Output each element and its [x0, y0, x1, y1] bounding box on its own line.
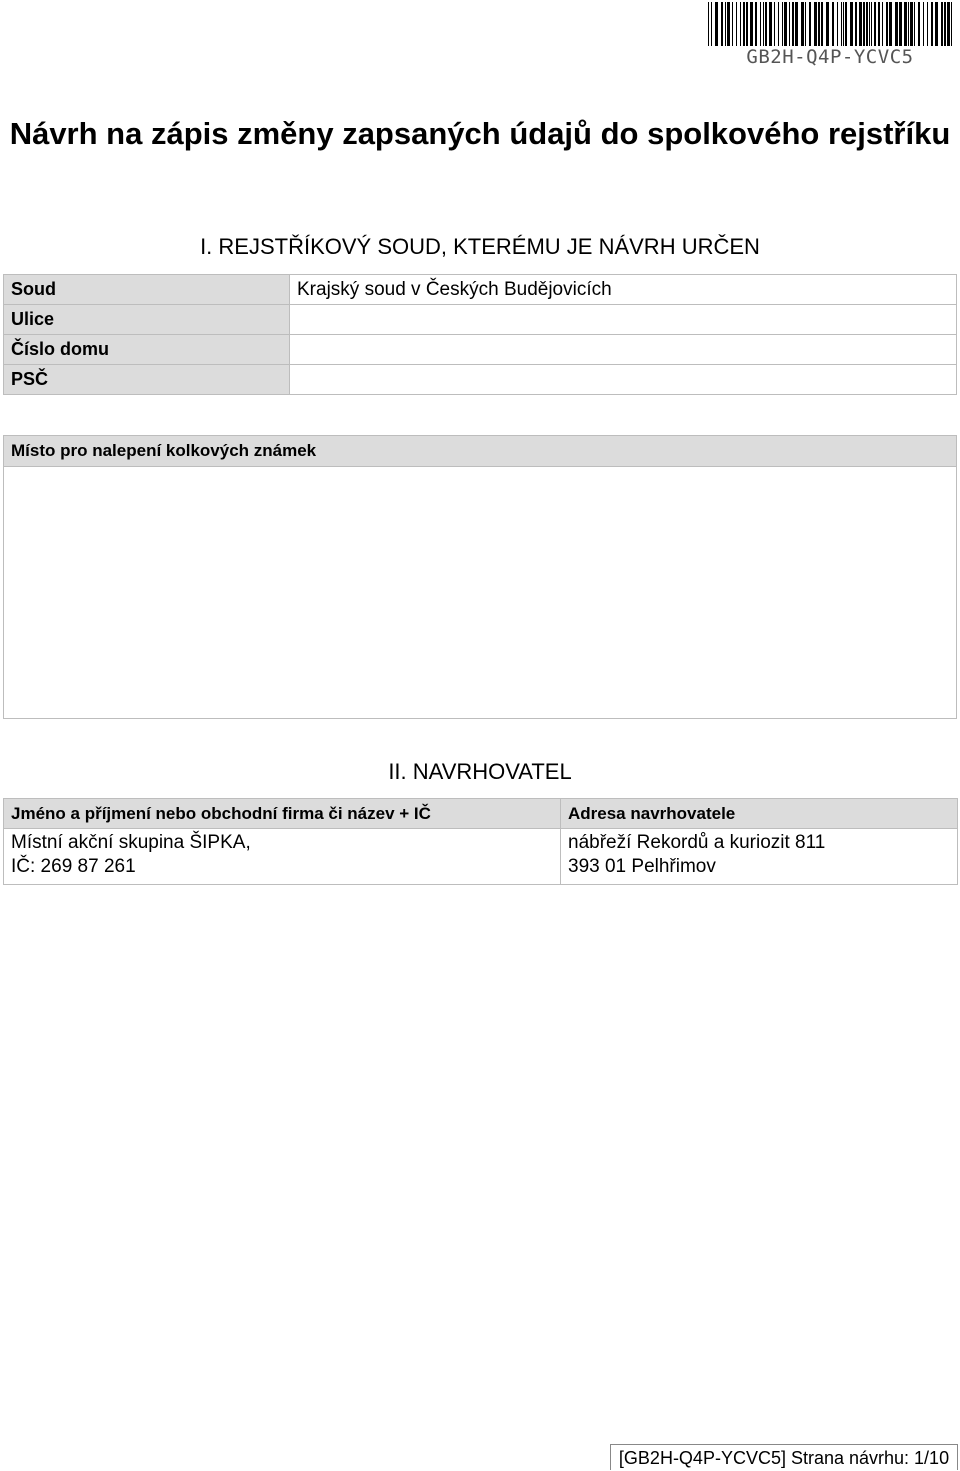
applicant-address-header: Adresa navrhovatele [561, 799, 958, 829]
court-row-psc [4, 365, 957, 395]
applicant-name-cell [4, 829, 561, 885]
court-row-soud [4, 275, 957, 305]
court-label-soud: Soud [4, 275, 290, 305]
page-footer: [GB2H-Q4P-YCVC5] Strana návrhu: 1/10 [610, 1444, 958, 1470]
court-value-ulice [290, 305, 957, 335]
court-label-ulice: Ulice [4, 305, 290, 335]
document-title: Návrh na zápis změny zapsaných údajů do spolkového rejstříku [9, 116, 951, 151]
stamp-area-label: Místo pro nalepení kolkových známek [4, 436, 956, 467]
applicant-city-line: 393 01 Pelhřimov [568, 856, 716, 877]
court-value-cislo-domu [290, 335, 957, 365]
court-value-soud: Krajský soud v Českých Budějovicích [290, 275, 957, 305]
applicant-id-line: IČ: 269 87 261 [11, 856, 136, 877]
applicant-street-line: nábřeží Rekordů a kuriozit 811 [568, 832, 826, 853]
applicant-name-line: Místní akční skupina ŠIPKA, [11, 832, 251, 853]
court-value-psc [290, 365, 957, 395]
court-row-cislo-domu [4, 335, 957, 365]
court-label-cislo-domu: Číslo domu [4, 335, 290, 365]
court-section-heading: I. REJSTŘÍKOVÝ SOUD, KTERÉMU JE NÁVRH URČEN [200, 234, 760, 259]
barcode-code: GB2H-Q4P-YCVC5 [746, 46, 914, 68]
applicant-header-row [4, 799, 958, 829]
applicant-body-row [4, 829, 958, 885]
applicant-section-heading: II. NAVRHOVATEL [388, 759, 572, 784]
court-row-ulice [4, 305, 957, 335]
stamp-area [3, 435, 957, 719]
applicant-table [3, 798, 958, 885]
court-label-psc: PSČ [4, 365, 290, 395]
applicant-address-cell [561, 829, 958, 885]
applicant-name-header: Jméno a příjmení nebo obchodní firma či název + IČ [4, 799, 561, 829]
barcode [704, 2, 956, 70]
court-table [3, 274, 957, 395]
barcode-image [708, 2, 954, 46]
